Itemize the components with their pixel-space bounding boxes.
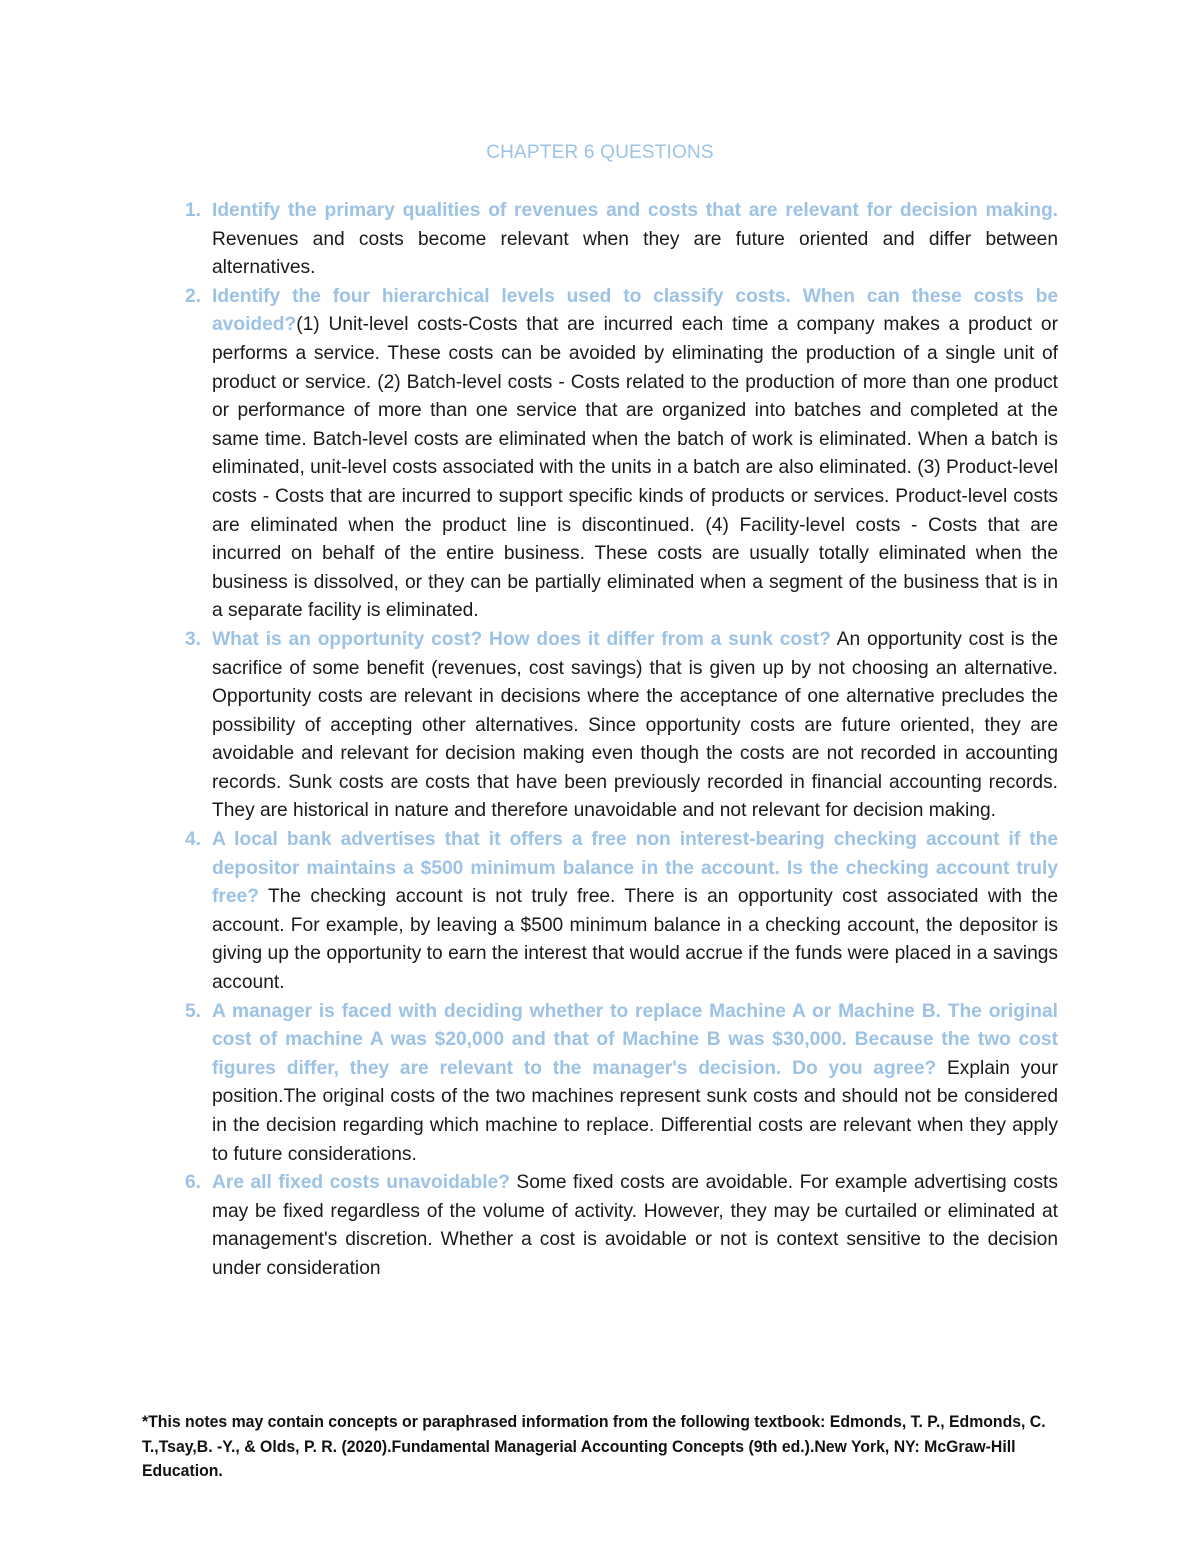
question-number: 3. (184, 628, 201, 650)
answer-text: Explain your position.The original costs of the two machines represent sunk costs and should not be considered in the decision regarding which machine to replace. Differential costs are relevant when they apply to future considerations. (212, 1057, 1058, 1165)
answer-text: The checking account is not truly free. There is an opportunity cost associated with the account. For example, by leaving a $500 minimum balance in a checking account, the depositor is giving up the opportunity to earn the interest that would accrue if the funds were placed in a savings account. (212, 886, 1058, 994)
answer-text: (1) Unit-level costs-Costs that are incurred each time a company makes a product or performs a service. These costs can be avoided by eliminating the production of a single unit of product or service. (2) Batch-level costs - Costs related to the production of more than one product or performance of more than one service that are organized into batches and completed at the same time. Batch-level costs are eliminated when the batch of work is eliminated. When a batch is eliminated, unit-level costs associated with the units in a batch are also eliminated. (3) Product-level costs - Costs that are incurred to support specific kinds of products or services. Product-level costs are eliminated when the product line is discontinued. (4) Facility-level costs - Costs that are incurred on behalf of the entire business. These costs are usually totally eliminated when the business is dissolved, or they can be partially eliminated when a segment of the business that is in a separate facility is eliminated. (212, 314, 1058, 622)
answer-text: An opportunity cost is the sacrifice of some benefit (revenues, cost savings) that is given up by not choosing an alternative. Opportunity costs are relevant in decisions where the acceptance of one alternative precludes the possibility of accepting other alternatives. Since opportunity costs are future oriented, they are avoidable and relevant for decision making even though the costs are not recorded in accounting records. Sunk costs are costs that have been previously recorded in financial accounting records. They are historical in nature and therefore unavoidable and not relevant for decision making. (212, 628, 1059, 822)
question-text: A manager is faced with deciding whether to replace Machine A or Machine B. The original cost of machine A was $20,000 and that of Machine B was $30,000. Because the two cost figures differ, they are relevant to the manager's decision. Do you agree? (212, 1000, 1058, 1079)
question-number: 4. (184, 829, 201, 851)
question-number: 5. (184, 1000, 201, 1022)
question-text: Identify the primary qualities of revenues and costs that are relevant for decision making. (212, 200, 1058, 221)
list-item (184, 283, 1058, 626)
footnote: *This notes may contain concepts or paraphrased information from the following textbook: Edmonds, T. P., Edmonds, C. T.,Tsay,B. -Y., & Olds, P. R. (2020).Fundamental Managerial Accounting Concepts (9th ed.).New York, NY: McGraw-Hill Education. (142, 1412, 1046, 1480)
list-item (184, 626, 1059, 826)
question-number: 6. (184, 1172, 201, 1194)
list-item (184, 998, 1058, 1170)
list-item (184, 197, 1058, 283)
answer-text: Some fixed costs are avoidable. For example advertising costs may be fixed regardless of the volume of activity. However, they may be curtailed or eliminated at management's discretion. Whether a cost is avoidable or not is context sensitive to the decision under consideration (212, 1172, 1058, 1279)
question-text: Identify the four hierarchical levels used to classify costs. When can these costs be avoided? (212, 285, 1058, 336)
page-title: CHAPTER 6 QUESTIONS (486, 142, 714, 163)
list-item (184, 1169, 1058, 1283)
answer-text: Revenues and costs become relevant when they are future oriented and differ between alternatives. (212, 228, 1058, 279)
question-text: A local bank advertises that it offers a free non interest-bearing checking account if the depositor maintains a $500 minimum balance in the account. Is the checking account truly free? (212, 829, 1058, 908)
question-text: Are all fixed costs unavoidable? (212, 1172, 510, 1194)
question-text: What is an opportunity cost? How does it differ from a sunk cost? (212, 628, 831, 650)
question-list (184, 197, 1059, 1284)
question-number: 1. (184, 200, 201, 221)
list-item (184, 826, 1058, 998)
question-number: 2. (184, 285, 201, 307)
